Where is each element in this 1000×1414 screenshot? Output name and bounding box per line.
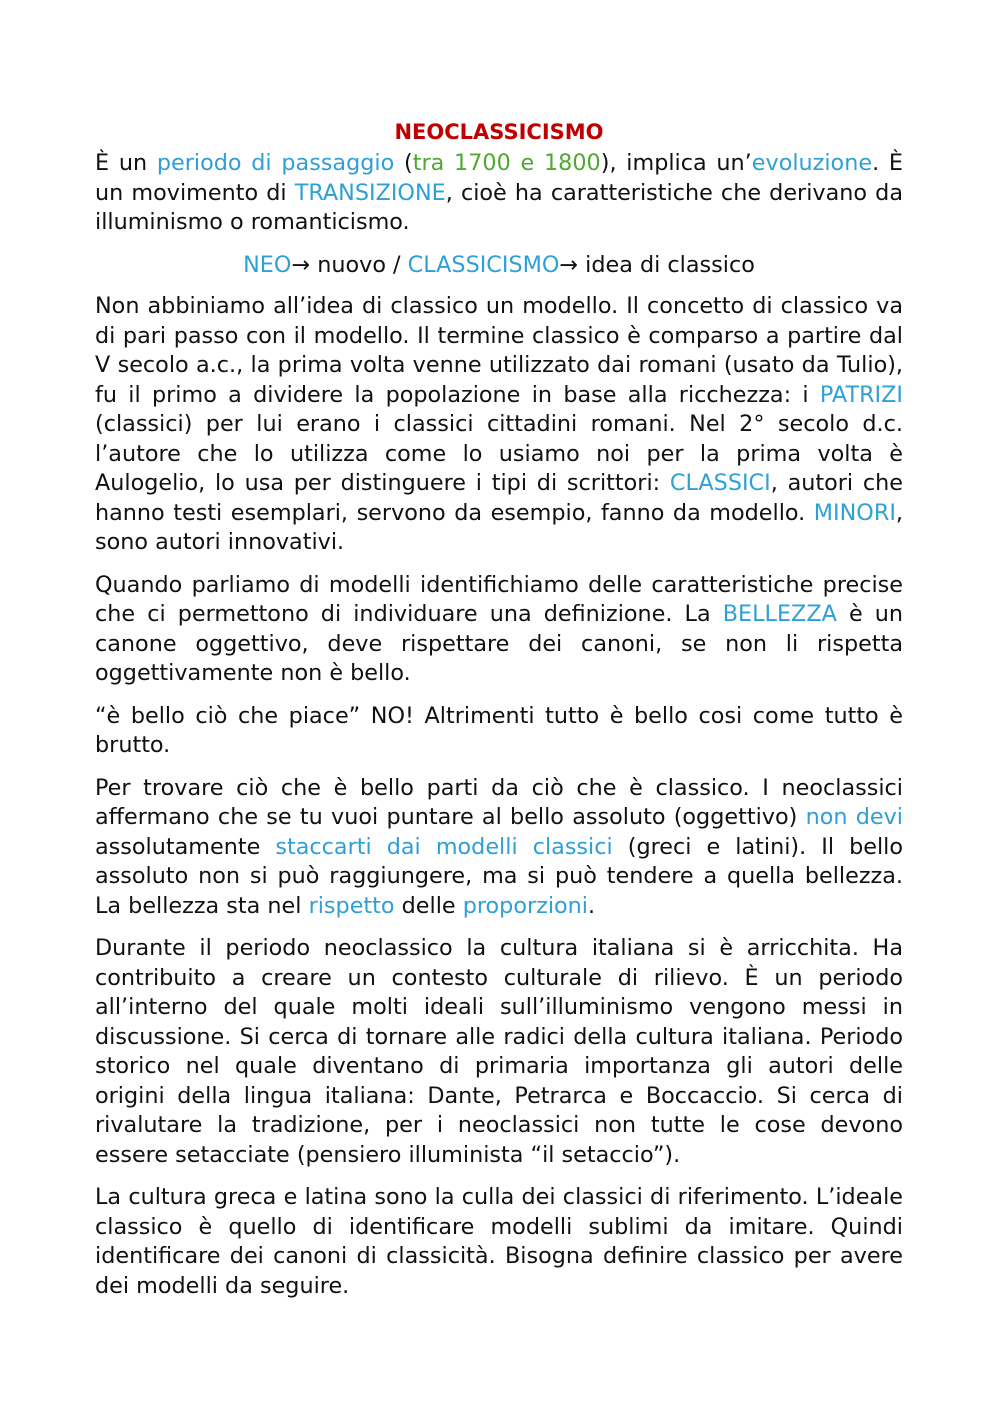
paragraph-absolute-beauty: Per trovare ciò che è bello parti da ciò che è classico. I neoclassici affermano che se tu vuoi puntare al bello assoluto (oggettivo) non devi assolutamente staccarti dai modelli classici (greci e latini). Il bello assoluto non si può raggiungere, ma si può tendere a quella bellezza. La bellezza sta nel rispetto delle proporzioni. [95, 774, 904, 919]
highlight-staccarti: staccarti dai modelli classici [275, 833, 613, 860]
highlight-transizione: TRANSIZIONE [294, 179, 446, 206]
document-body [95, 118, 903, 1314]
highlight-rispetto: rispetto [308, 892, 395, 919]
paragraph-etymology: NEO→ nuovo / CLASSICISMO→ idea di classico [243, 251, 755, 278]
paragraph-beauty-canon: Quando parliamo di modelli identifichiamo delle caratteristiche precise che ci permettono di individuare una definizione. La BELLEZZA è un canone oggettivo, deve rispettare dei canoni, se non li rispetta oggettivamente non è bello. [95, 571, 904, 686]
highlight-bellezza: BELLEZZA [722, 601, 837, 627]
highlight-evoluzione: evoluzione [751, 150, 873, 176]
paragraph-intro: È un periodo di passaggio (tra 1700 e 1800), implica un’evoluzione. È un movimento di TRANSIZIONE, cioè ha caratteristiche che derivano da illuminismo o romanticismo. [95, 150, 903, 235]
paragraph-classic-concept: Non abbiniamo all’idea di classico un modello. Il concetto di classico va di pari passo con il modello. Il termine classico è comparso a partire dal V secolo a.c., la prima volta venne utilizzato dai romani (usato da Tulio), fu il primo a dividere la popolazione in base alla ricchezza: i PATRIZI (classici) per lui erano i classici cittadini romani. Nel 2° secolo d.c. l’autore che lo utilizza come lo usiamo noi per la prima volta è Aulogelio, lo usa per distinguere i tipi di scrittori: CLASSICI, autori che hanno testi esemplari, servono da esempio, fanno da modello. MINORI, sono autori innovativi. [95, 293, 903, 555]
highlight-minori: MINORI [813, 499, 896, 526]
page-title: NEOCLASSICISMO [394, 120, 604, 144]
paragraph-italian-culture: Durante il periodo neoclassico la cultura italiana si è arricchita. Ha contribuito a creare un contesto culturale di rilievo. È un periodo all’interno del quale molti ideali sull’illuminismo vengono messi in discussione. Si cerca di tornare alle radici della cultura italiana. Periodo storico nel quale diventano di primaria importanza gli autori delle origini della lingua italiana: Dante, Petrarca e Boccaccio. Si cerca di rivalutare la tradizione, per i neoclassici non tutte le cose devono essere setacciate (pensiero illuminista “il setaccio”). [95, 935, 903, 1168]
paragraph-quote: “è bello ciò che piace” NO! Altrimenti tutto è bello cosi come tutto è brutto. [95, 702, 903, 758]
highlight-proporzioni: proporzioni [462, 892, 589, 919]
paragraph-classical-ideal: La cultura greca e latina sono la culla dei classici di riferimento. L’ideale classico è quello di identificare modelli sublimi da imitare. Quindi identificare dei canoni di classicità. Bisogna definire classico per avere dei modelli da seguire. [95, 1184, 903, 1299]
highlight-classici: CLASSICI [669, 470, 771, 496]
highlight-patrizi: PATRIZI [819, 381, 903, 408]
highlight-non-devi: non devi [805, 804, 903, 830]
highlight-neo: NEO [243, 251, 292, 278]
highlight-date-range: tra 1700 e 1800 [412, 150, 601, 176]
highlight-periodo: periodo di passaggio [156, 150, 395, 176]
highlight-classicismo: CLASSICISMO [407, 251, 560, 278]
